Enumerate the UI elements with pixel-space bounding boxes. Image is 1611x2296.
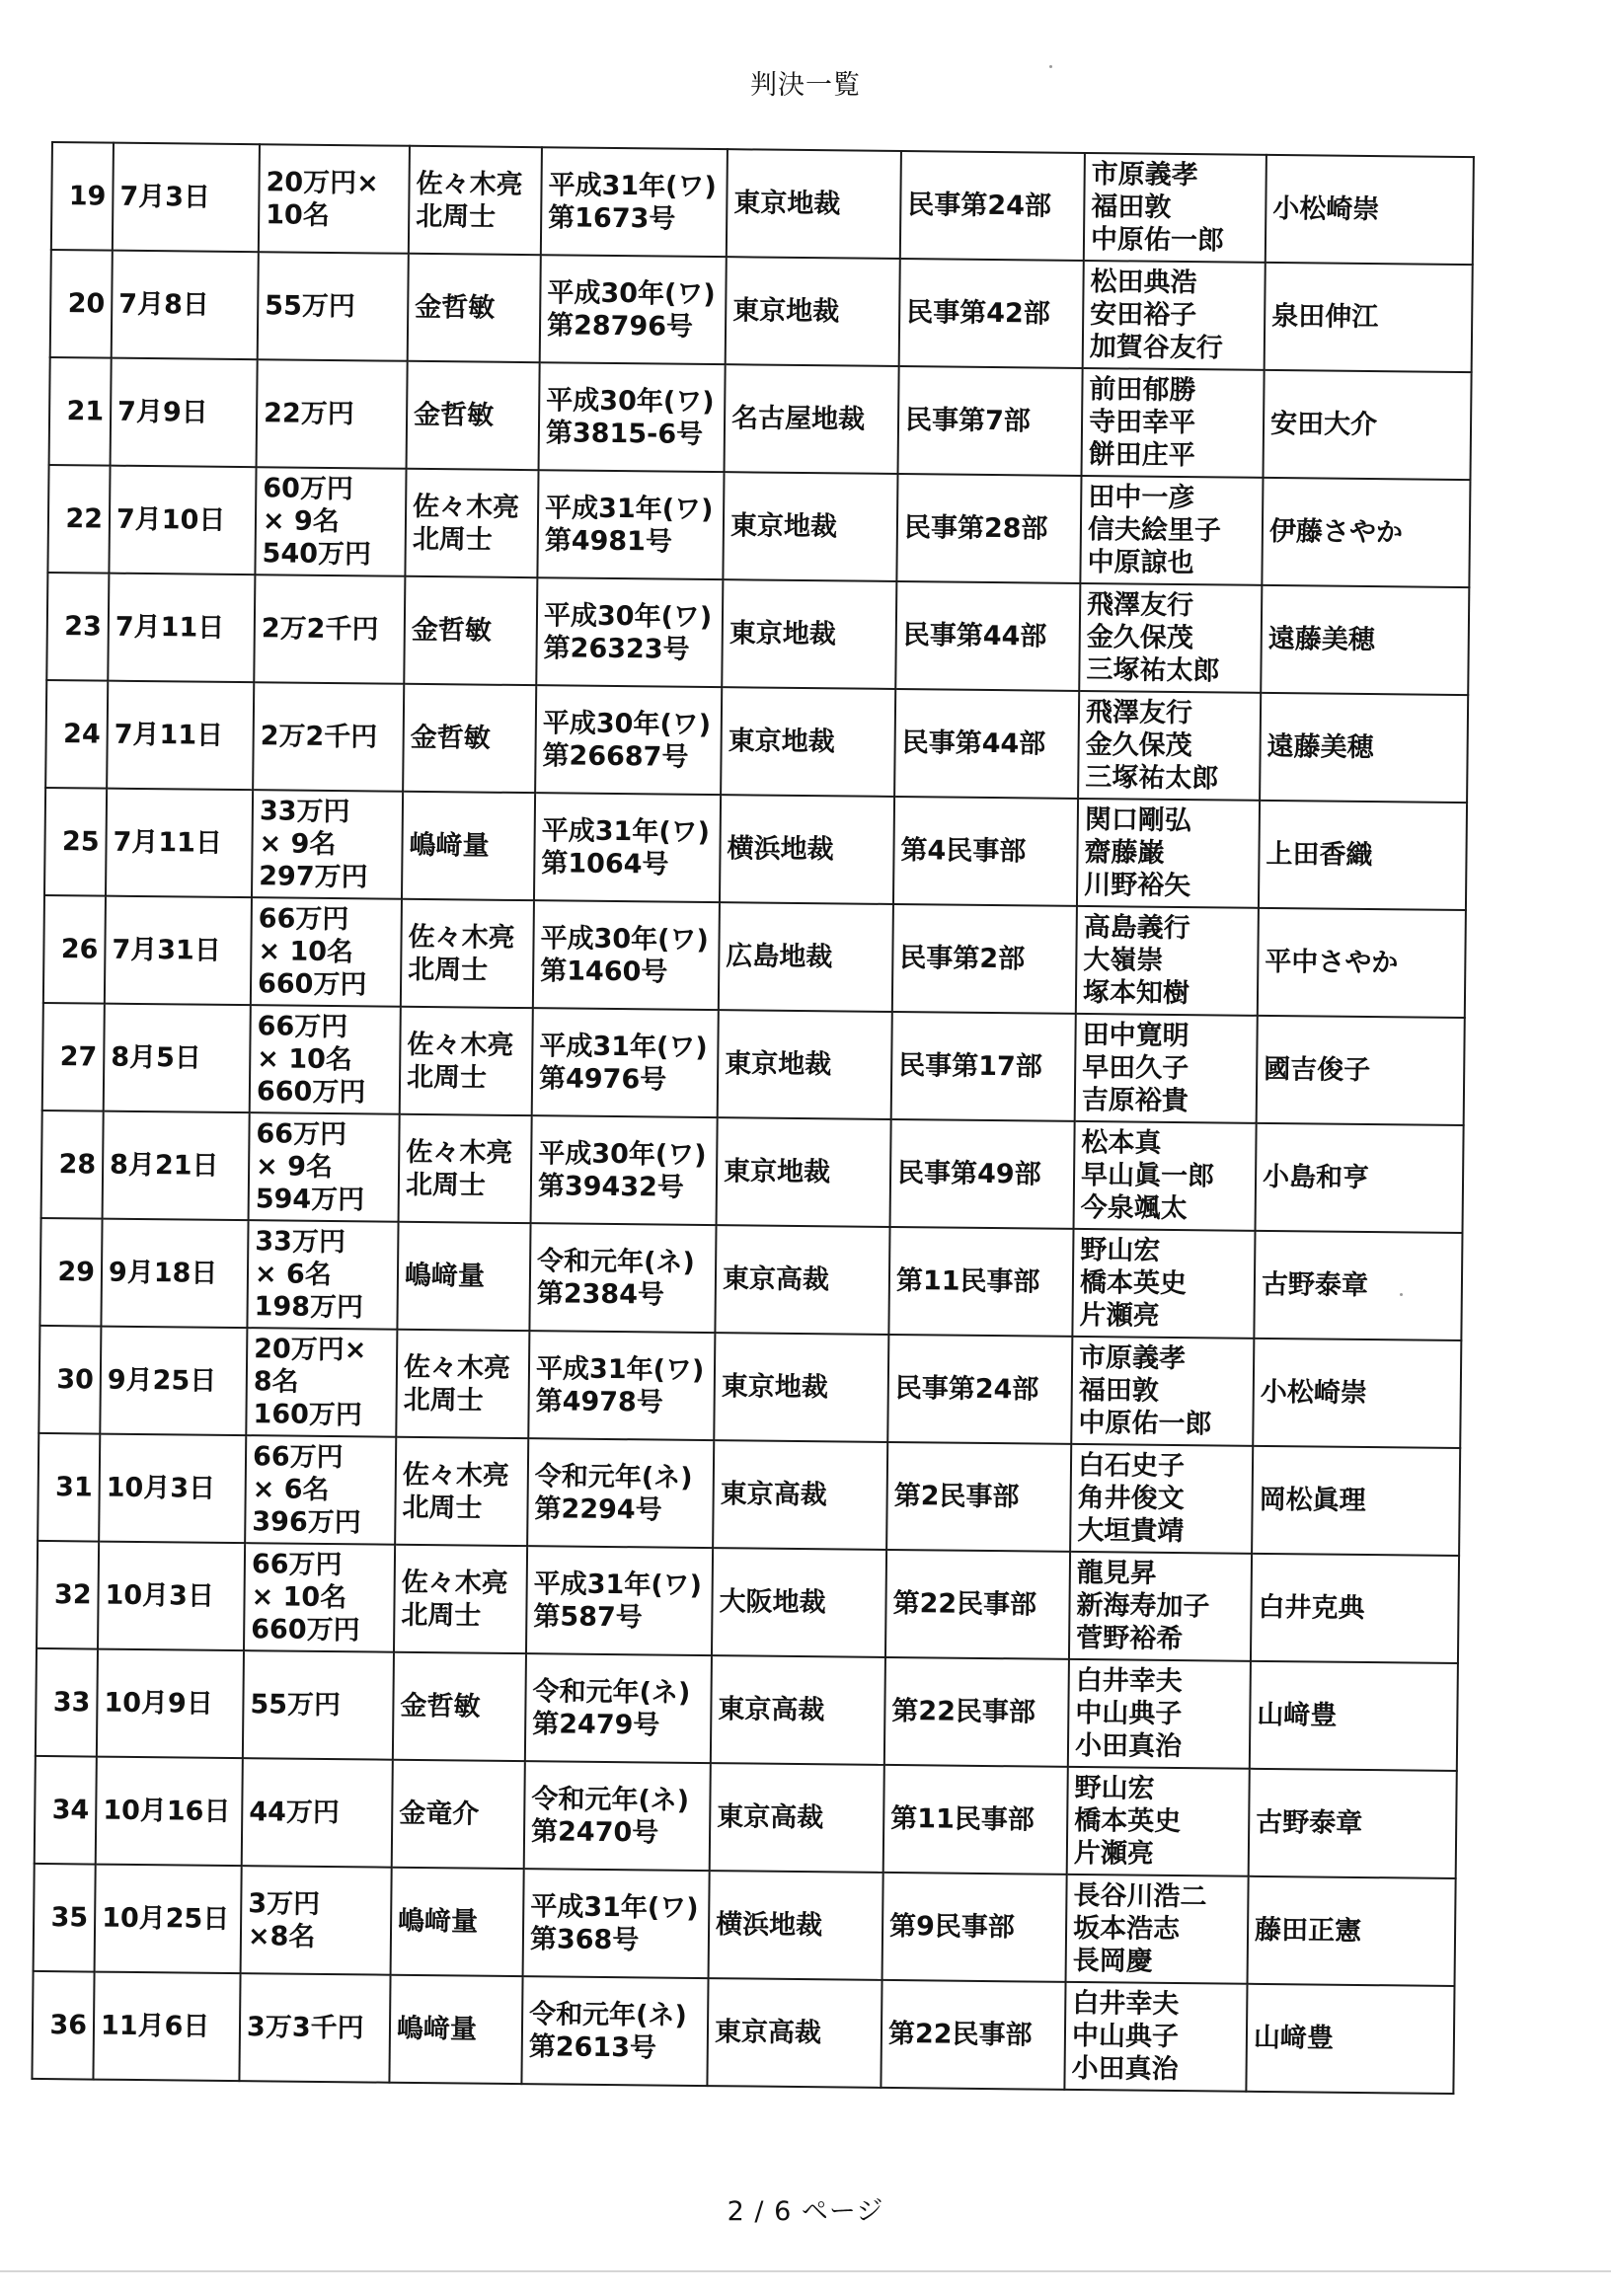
cell-judges: 白井幸夫 中山典子 小田真治 [1068, 1659, 1251, 1769]
cell-amount: 20万円× 8名 160万円 [246, 1328, 397, 1437]
cell-case-number: 平成31年(ワ) 第4981号 [537, 470, 724, 579]
cell-judges: 前田郁勝 寺田幸平 餅田庄平 [1082, 368, 1265, 478]
cell-court: 東京高裁 [710, 1763, 884, 1873]
cell-court: 東京地裁 [717, 1117, 891, 1227]
cell-number: 27 [42, 1003, 105, 1111]
cell-court: 東京高裁 [713, 1440, 887, 1550]
cell-department: 民事第28部 [896, 474, 1081, 583]
cell-department: 民事第24部 [900, 151, 1085, 261]
cell-court: 東京地裁 [727, 149, 901, 259]
table-row [32, 1971, 1454, 2094]
cell-lawyer: 金哲敏 [407, 361, 540, 470]
cell-department: 民事第17部 [891, 1012, 1076, 1121]
cell-clerk: 平中さやか [1258, 908, 1466, 1018]
table-row [49, 357, 1472, 480]
cell-judges: 野山宏 橋本英史 片瀬亮 [1067, 1767, 1250, 1876]
cell-number: 30 [38, 1326, 101, 1434]
cell-department: 民事第42部 [899, 259, 1084, 368]
cell-clerk: 小松崎崇 [1266, 155, 1474, 265]
cell-case-number: 平成30年(ワ) 第26323号 [536, 577, 723, 687]
cell-court: 大阪地裁 [712, 1548, 886, 1657]
cell-department: 民事第7部 [898, 366, 1083, 476]
table-row [45, 680, 1468, 803]
cell-clerk: 安田大介 [1263, 370, 1471, 480]
scan-speck [1400, 1293, 1403, 1296]
cell-department: 第22民事部 [885, 1550, 1070, 1659]
cell-date: 10月3日 [99, 1434, 246, 1544]
cell-date: 7月31日 [105, 896, 252, 1006]
cell-judges: 白井幸夫 中山典子 小田真治 [1064, 1982, 1247, 2092]
cell-date: 7月9日 [111, 358, 258, 468]
cell-amount: 66万円 × 6名 396万円 [245, 1435, 396, 1545]
cell-court: 名古屋地裁 [725, 364, 899, 474]
cell-judges: 高島義行 大嶺崇 塚本知樹 [1076, 906, 1259, 1016]
page-number: 2 / 6 ページ [727, 2196, 884, 2227]
cell-case-number: 令和元年(ネ) 第2613号 [521, 1976, 708, 2086]
cell-judges: 松本真 早山眞一郎 今泉颯太 [1074, 1121, 1257, 1231]
cell-lawyer: 金哲敏 [408, 254, 541, 362]
cell-judges: 長谷川浩二 坂本浩志 長岡慶 [1066, 1875, 1249, 1984]
table-row [35, 1756, 1457, 1878]
cell-lawyer: 嶋﨑量 [391, 1868, 524, 1976]
cell-number: 32 [37, 1541, 99, 1649]
cell-number: 25 [44, 788, 107, 896]
cell-amount: 55万円 [258, 252, 409, 361]
cell-department: 第11民事部 [888, 1227, 1073, 1337]
cell-clerk: 遠藤美穂 [1261, 585, 1469, 695]
cell-number: 21 [49, 357, 112, 466]
cell-case-number: 平成31年(ワ) 第4976号 [532, 1008, 719, 1117]
cell-court: 東京高裁 [707, 1978, 882, 2088]
cell-date: 8月5日 [104, 1004, 251, 1113]
cell-number: 23 [46, 573, 109, 681]
cell-case-number: 平成30年(ワ) 第3815-6号 [539, 362, 726, 472]
cell-amount: 33万円 × 6名 198万円 [247, 1220, 398, 1330]
cell-date: 11月6日 [93, 1972, 240, 2082]
ruling-list-table [31, 141, 1474, 2095]
cell-judges: 市原義孝 福田敦 中原佑一郎 [1071, 1337, 1254, 1446]
cell-number: 26 [43, 895, 106, 1004]
cell-court: 東京地裁 [721, 687, 895, 797]
cell-department: 民事第44部 [895, 581, 1080, 691]
scan-speck [1049, 65, 1052, 68]
cell-court: 東京地裁 [722, 579, 896, 689]
cell-judges: 白石史子 角井俊文 大垣貴靖 [1070, 1444, 1253, 1554]
page-title: 判決一覧 [750, 70, 861, 101]
cell-lawyer: 佐々木亮 北周士 [400, 1007, 533, 1115]
cell-date: 7月11日 [107, 681, 254, 791]
cell-department: 民事第24部 [887, 1335, 1072, 1444]
cell-department: 民事第49部 [890, 1119, 1075, 1229]
cell-lawyer: 佐々木亮 北周士 [409, 146, 542, 255]
cell-amount: 66万円 × 10名 660万円 [251, 897, 402, 1007]
cell-date: 10月3日 [98, 1542, 245, 1651]
cell-case-number: 平成30年(ワ) 第39432号 [531, 1115, 718, 1225]
cell-lawyer: 嶋﨑量 [402, 792, 535, 900]
cell-date: 9月25日 [100, 1327, 247, 1436]
cell-date: 7月3日 [113, 143, 260, 253]
cell-number: 22 [47, 465, 110, 574]
cell-date: 7月11日 [108, 574, 255, 683]
cell-case-number: 令和元年(ネ) 第2479号 [525, 1653, 712, 1763]
cell-amount: 55万円 [243, 1650, 394, 1760]
table-row [37, 1541, 1459, 1663]
table-row [39, 1218, 1462, 1340]
cell-date: 9月18日 [101, 1219, 248, 1329]
cell-case-number: 平成30年(ワ) 第1460号 [533, 900, 720, 1010]
cell-judges: 田中寛明 早田久子 吉原裕貴 [1075, 1014, 1258, 1123]
cell-court: 東京高裁 [715, 1225, 889, 1335]
cell-clerk: 白井克典 [1251, 1554, 1459, 1663]
cell-department: 民事第44部 [894, 689, 1079, 799]
cell-clerk: 山﨑豊 [1250, 1661, 1458, 1771]
cell-department: 第22民事部 [881, 1980, 1065, 2090]
cell-lawyer: 金哲敏 [393, 1652, 526, 1761]
cell-amount: 33万円 × 9名 297万円 [252, 790, 403, 899]
cell-court: 東京地裁 [718, 1010, 892, 1119]
cell-lawyer: 佐々木亮 北周士 [395, 1437, 528, 1546]
cell-amount: 60万円 × 9名 540万円 [255, 467, 406, 576]
cell-clerk: 國吉俊子 [1257, 1016, 1465, 1125]
cell-amount: 2万2千円 [254, 574, 405, 684]
cell-number: 20 [50, 250, 113, 358]
cell-amount: 3万3千円 [239, 1973, 390, 2083]
cell-clerk: 伊藤さやか [1262, 478, 1470, 587]
cell-number: 31 [38, 1433, 100, 1542]
cell-amount: 2万2千円 [253, 682, 404, 792]
cell-amount: 66万円 × 10名 660万円 [244, 1543, 395, 1652]
cell-judges: 関口剛弘 齋藤巌 川野裕矢 [1077, 799, 1260, 908]
table-row [50, 250, 1473, 372]
cell-case-number: 平成31年(ワ) 第1673号 [541, 147, 728, 257]
cell-amount: 66万円 × 10名 660万円 [250, 1005, 401, 1114]
cell-lawyer: 佐々木亮 北周士 [399, 1114, 532, 1223]
cell-lawyer: 金哲敏 [403, 684, 536, 793]
cell-number: 29 [39, 1218, 102, 1327]
cell-lawyer: 金竜介 [392, 1760, 525, 1869]
cell-lawyer: 佐々木亮 北周士 [394, 1545, 527, 1653]
table-row [46, 573, 1469, 695]
cell-case-number: 平成31年(ワ) 第368号 [523, 1869, 710, 1978]
cell-number: 34 [35, 1756, 97, 1865]
cell-number: 36 [32, 1971, 94, 2080]
cell-court: 広島地裁 [719, 902, 893, 1012]
cell-court: 横浜地裁 [709, 1871, 883, 1980]
cell-number: 24 [45, 680, 108, 789]
cell-court: 東京地裁 [714, 1333, 888, 1442]
cell-judges: 市原義孝 福田敦 中原佑一郎 [1084, 153, 1266, 263]
cell-date: 7月10日 [109, 466, 256, 575]
cell-amount: 20万円× 10名 [259, 144, 410, 254]
cell-clerk: 岡松眞理 [1252, 1446, 1460, 1556]
cell-case-number: 平成31年(ワ) 第4978号 [528, 1331, 715, 1440]
table-row [34, 1864, 1456, 1986]
table-row [47, 465, 1470, 587]
table-row [38, 1433, 1460, 1556]
cell-number: 19 [51, 142, 114, 251]
cell-judges: 龍見昇 新海寿加子 菅野裕希 [1069, 1552, 1252, 1661]
cell-date: 10月9日 [97, 1649, 244, 1759]
table-row [43, 895, 1466, 1018]
table-row [36, 1648, 1458, 1771]
cell-judges: 飛澤友行 金久保茂 三塚祐太郎 [1078, 691, 1261, 801]
cell-date: 10月16日 [96, 1757, 243, 1867]
cell-court: 東京地裁 [723, 472, 897, 581]
table-row [41, 1110, 1464, 1233]
cell-judges: 野山宏 橋本英史 片瀬亮 [1072, 1229, 1255, 1339]
cell-court: 東京地裁 [726, 257, 900, 366]
cell-date: 7月11日 [106, 789, 253, 898]
cell-department: 第9民事部 [882, 1873, 1067, 1982]
cell-case-number: 令和元年(ネ) 第2470号 [524, 1761, 711, 1871]
cell-judges: 田中一彦 信夫絵里子 中原諒也 [1080, 476, 1263, 585]
cell-department: 第22民事部 [884, 1657, 1069, 1767]
cell-department: 第4民事部 [893, 797, 1078, 906]
table-row [42, 1003, 1465, 1125]
cell-department: 第11民事部 [883, 1765, 1068, 1875]
cell-court: 東京高裁 [711, 1655, 885, 1765]
cell-date: 8月21日 [103, 1111, 250, 1221]
table-row [51, 142, 1474, 265]
cell-case-number: 平成31年(ワ) 第1064号 [534, 793, 721, 902]
cell-case-number: 平成30年(ワ) 第26687号 [535, 685, 722, 795]
cell-case-number: 令和元年(ネ) 第2384号 [529, 1223, 716, 1333]
cell-amount: 22万円 [257, 359, 408, 469]
cell-clerk: 上田香織 [1259, 801, 1467, 910]
cell-amount: 66万円 × 9名 594万円 [249, 1112, 400, 1222]
cell-clerk: 古野泰章 [1249, 1769, 1457, 1878]
cell-lawyer: 金哲敏 [404, 576, 537, 685]
cell-amount: 44万円 [242, 1758, 393, 1868]
scan-edge-line [0, 2270, 1611, 2272]
cell-clerk: 小松崎崇 [1253, 1339, 1461, 1448]
cell-clerk: 山﨑豊 [1246, 1984, 1454, 2094]
cell-judges: 松田典浩 安田裕子 加賀谷友行 [1083, 261, 1266, 370]
cell-clerk: 古野泰章 [1254, 1231, 1462, 1340]
table-body [32, 142, 1473, 2094]
cell-clerk: 遠藤美穂 [1260, 693, 1468, 803]
cell-judges: 飛澤友行 金久保茂 三塚祐太郎 [1079, 583, 1262, 693]
cell-date: 7月8日 [112, 251, 259, 360]
cell-lawyer: 嶋﨑量 [389, 1975, 522, 2084]
cell-clerk: 小島和亨 [1256, 1123, 1464, 1233]
cell-clerk: 藤田正憲 [1248, 1876, 1456, 1986]
table-row [38, 1326, 1461, 1448]
cell-court: 横浜地裁 [720, 795, 894, 904]
cell-amount: 3万円 ×8名 [241, 1866, 392, 1975]
cell-case-number: 平成30年(ワ) 第28796号 [540, 255, 727, 364]
cell-number: 35 [34, 1864, 96, 1972]
cell-date: 10月25日 [95, 1865, 242, 1974]
cell-department: 第2民事部 [886, 1442, 1071, 1552]
cell-clerk: 泉田伸江 [1265, 263, 1473, 372]
cell-number: 28 [41, 1110, 104, 1219]
cell-case-number: 令和元年(ネ) 第2294号 [527, 1438, 714, 1548]
cell-department: 民事第2部 [892, 904, 1077, 1014]
cell-lawyer: 佐々木亮 北周士 [396, 1330, 529, 1438]
cell-lawyer: 佐々木亮 北周士 [401, 899, 534, 1008]
table-row [44, 788, 1467, 910]
cell-number: 33 [36, 1648, 98, 1757]
cell-lawyer: 佐々木亮 北周士 [405, 469, 538, 577]
cell-case-number: 平成31年(ワ) 第587号 [526, 1546, 713, 1655]
cell-lawyer: 嶋﨑量 [397, 1222, 530, 1331]
